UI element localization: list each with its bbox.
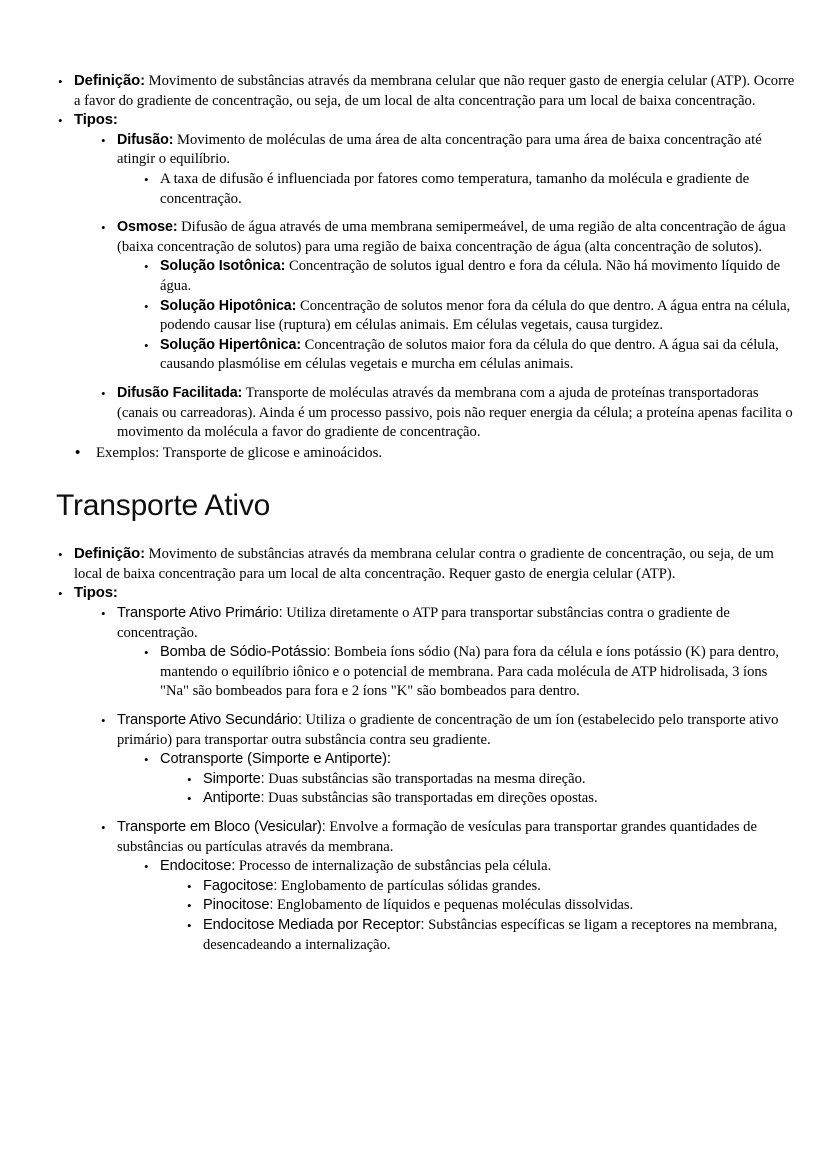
bullet-icon [101,384,113,404]
bullet-list-level-3 [142,857,796,955]
list-item [56,444,796,464]
bullet-icon [187,789,199,809]
bullet-icon [144,336,156,356]
bullet-list-level-4 [185,877,796,955]
list-item [99,711,796,809]
item-lead: Solução Isotônica: [160,258,286,275]
bullet-icon [58,72,70,92]
item-lead: Simporte: [203,770,265,787]
list-item [56,545,796,584]
section-transporte-ativo [56,489,796,955]
item-lead: Definição: [74,546,145,563]
item-lead: Cotransporte (Simporte e Antiporte): [160,751,391,768]
list-item [185,789,796,809]
bullet-icon [75,444,87,464]
bullet-icon [144,857,156,877]
item-lead: Transporte em Bloco (Vesicular): [117,819,326,835]
list-item [142,857,796,955]
bullet-list-level-2 [99,604,796,955]
item-lead: Bomba de Sódio-Potássio: [160,644,331,661]
item-body: Movimento de substâncias através da membrana celular contra o gradiente de concentração, ou seja, de um local de baixa concentração para um local de alta concentração. Requer gasto de energia celular (ATP). [74,546,774,582]
bullet-list-level-2 [99,131,796,443]
item-lead: Solução Hipotônica: [160,297,297,314]
bullet-icon [58,111,70,131]
list-item [56,72,796,111]
bullet-icon [58,545,70,565]
item-body: Bombeia íons sódio (Na) para fora da célula e íons potássio (K) para dentro, mantendo o equilíbrio iônico e o potencial de membrana. Para cada molécula de ATP hidrolisada, 3 íons "Na" são bombeados para fora e 2 íons "K" são bombeados para dentro. [160,644,780,700]
item-body: Envolve a formação de vesículas para transportar grandes quantidades de substâncias ou partículas através da membrana. [117,819,757,855]
bullet-icon [187,896,199,916]
item-body: Duas substâncias são transportadas em direções opostas. [264,790,598,807]
item-body: Duas substâncias são transportadas na mesma direção. [264,770,586,787]
item-lead: Transporte Ativo Primário: [117,605,283,622]
bullet-list-level-3 [142,750,796,809]
list-item [142,643,796,702]
bullet-icon [187,877,199,897]
list-item [142,297,796,336]
bullet-icon [144,257,156,277]
document-content [56,72,796,955]
bullet-icon [187,916,199,936]
section-transporte-passivo [56,72,796,463]
item-lead: Endocitose Mediada por Receptor: [203,916,425,933]
item-lead: Tipos: [74,112,118,129]
item-lead: Solução Hipertônica: [160,336,301,353]
list-item [99,131,796,209]
item-body: Exemplos: Transporte de glicose e aminoácidos. [96,444,383,461]
list-item [142,750,796,809]
bullet-icon [144,297,156,317]
item-body: Processo de internalização de substâncias pela célula. [235,858,552,875]
list-item [99,604,796,702]
list-item [142,170,796,209]
bullet-icon [144,750,156,770]
bullet-icon [187,770,199,790]
bullet-list-level-1 [56,72,796,463]
bullet-list-level-3 [142,257,796,375]
bullet-icon [101,604,113,624]
bullet-icon [58,584,70,604]
list-item [56,584,796,955]
item-lead: Tipos: [74,585,118,602]
bullet-list-level-3 [142,170,796,209]
item-lead: Fagocitose: [203,877,278,894]
item-body: Utiliza diretamente o ATP para transportar substâncias contra o gradiente de concentração. [117,605,730,641]
item-body: Englobamento de líquidos e pequenas moléculas dissolvidas. [273,897,634,914]
item-body: Transporte de moléculas através da membrana com a ajuda de proteínas transportadoras (canais ou carreadoras). Ainda é um processo passivo, pois não requer energia da célula; a proteína apenas facilita o movimento da molécula a favor do gradiente de concentração. [117,384,793,441]
item-body: Concentração de solutos menor fora da célula do que dentro. A água entra na célula, podendo causar lise (ruptura) em células animais. Em células vegetais, causa turgidez. [160,297,791,334]
page-title: Transporte Ativo [56,489,271,523]
bullet-icon [144,643,156,663]
item-body: Concentração de solutos maior fora da célula do que dentro. A água sai da célula, causando plasmólise em células vegetais e murcha em células animais. [160,336,779,373]
item-lead: Transporte Ativo Secundário: [117,712,302,729]
list-item [142,257,796,296]
item-body: Movimento de substâncias através da membrana celular que não requer gasto de energia celular (ATP). Ocorre a favor do gradiente de concentração, ou seja, de um local de alta concentração para um local de baixa concentração. [74,73,795,109]
bullet-icon [101,218,113,238]
item-lead: Pinocitose: [203,897,274,914]
list-item [56,111,796,443]
item-lead: Difusão: [117,131,174,148]
item-body: Substâncias específicas se ligam a receptores na membrana, desencadeando a internalização. [203,916,778,953]
list-item [185,916,796,955]
item-lead: Endocitose: [160,858,236,875]
bullet-icon [101,711,113,731]
bullet-list-level-4 [185,770,796,809]
bullet-icon [101,131,113,151]
bullet-list-level-1 [56,545,796,955]
item-body: Movimento de moléculas de uma área de alta concentração para uma área de baixa concentração até atingir o equilíbrio. [117,131,762,168]
item-body: Difusão de água através de uma membrana semipermeável, de uma região de alta concentração de água (baixa concentração de solutos) para uma região de baixa concentração de água (alta concentração de solutos). [117,219,786,255]
item-lead: Antiporte: [203,790,265,807]
item-lead: Osmose: [117,219,178,236]
item-body: A taxa de difusão é influenciada por fatores como temperatura, tamanho da molécula e gradiente de concentração. [160,170,750,207]
list-item [185,896,796,916]
item-lead: Difusão Facilitada: [117,384,243,401]
list-item [99,218,796,375]
list-item [142,336,796,375]
item-body: Utiliza o gradiente de concentração de um íon (estabelecido pelo transporte ativo primário) para transportar outra substância contra seu gradiente. [117,712,779,748]
bullet-list-level-3 [142,643,796,702]
list-item [185,770,796,790]
list-item [99,818,796,955]
item-body: Englobamento de partículas sólidas grandes. [277,877,541,894]
bullet-icon [144,170,156,190]
list-item [185,877,796,897]
item-lead: Definição: [74,73,145,89]
list-item [99,384,796,443]
item-body: Concentração de solutos igual dentro e fora da célula. Não há movimento líquido de água. [160,258,781,294]
bullet-icon [101,818,113,838]
